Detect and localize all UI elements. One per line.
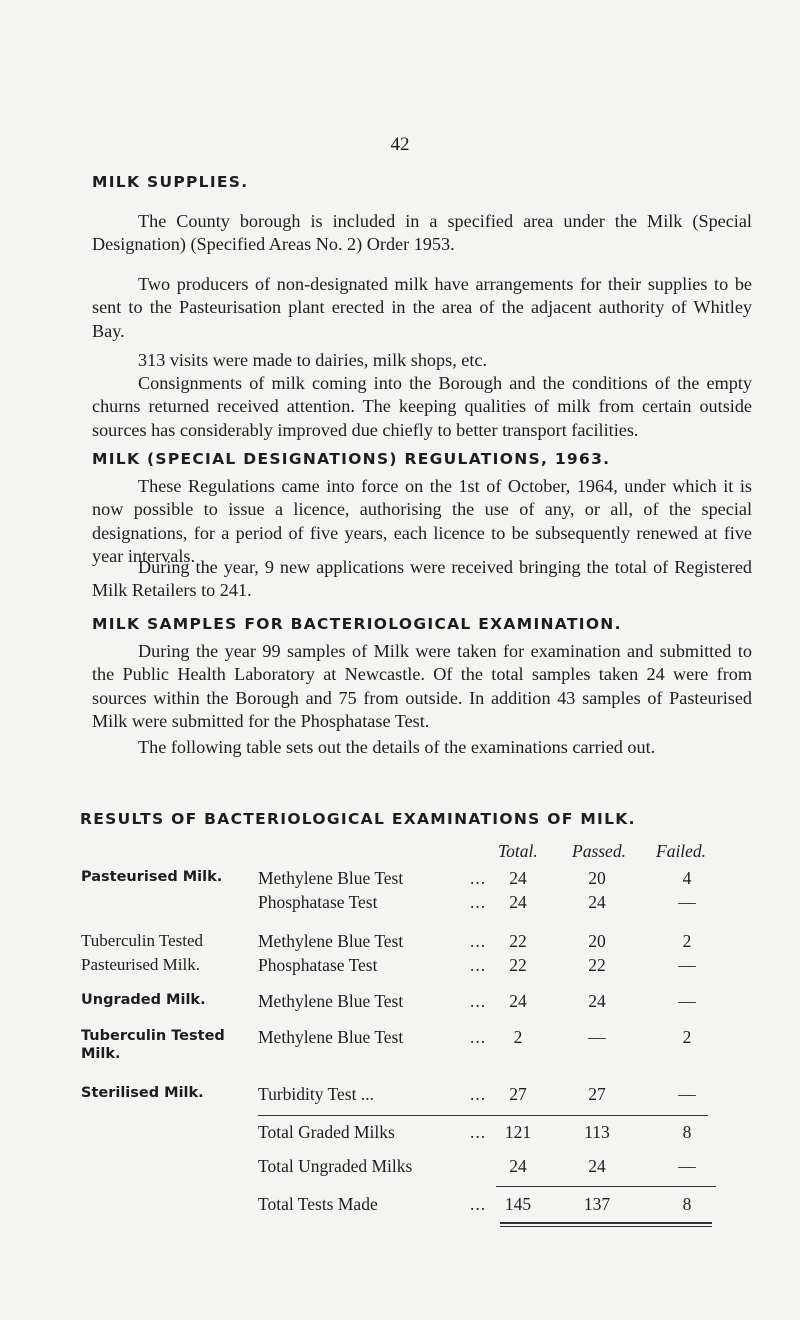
row-test: Methylene Blue Test — [258, 868, 404, 888]
totals-row — [0, 1194, 800, 1218]
row-leader-dots: ... — [470, 1122, 487, 1142]
row-passed: 27 — [588, 1084, 606, 1104]
row-passed: 24 — [588, 991, 606, 1011]
row-test: Methylene Blue Test — [258, 931, 404, 951]
samples-heading: MILK SAMPLES FOR BACTERIOLOGICAL EXAMINATION. — [92, 615, 622, 633]
row-passed: 22 — [588, 955, 606, 975]
paragraph: 313 visits were made to dairies, milk shops, etc. — [138, 350, 488, 370]
table-row — [0, 868, 800, 892]
row-total: 24 — [509, 892, 527, 912]
row-leader-dots: ... — [470, 955, 487, 975]
row-category: Tuberculin Tested — [81, 931, 204, 950]
row-total: 2 — [513, 1027, 523, 1047]
row-failed: — — [678, 892, 696, 912]
table-row — [0, 955, 800, 979]
regulations-heading: MILK (SPECIAL DESIGNATIONS) REGULATIONS, 1963. — [92, 450, 611, 468]
page-number: 42 — [390, 134, 410, 155]
row-total: 24 — [509, 868, 527, 888]
row-test: Methylene Blue Test — [258, 1027, 404, 1047]
column-header-passed: Passed. — [572, 841, 626, 861]
column-header-total: Total. — [498, 841, 538, 861]
totals-passed: 113 — [584, 1122, 610, 1142]
table-double-rule — [500, 1226, 712, 1227]
row-category: Tuberculin Tested Milk. — [81, 1028, 225, 1062]
row-total: 24 — [509, 991, 527, 1011]
paragraph: During the year 99 samples of Milk were taken for examination and submitted to the Public Health Laboratory at Newcastle. Of the total samples taken 24 were from sources within the Borough and 75 from outside. In addition 43 samples of Pasteurised Milk were submitted for the Phosphatase Test. — [92, 641, 752, 732]
row-category: Sterilised Milk. — [81, 1085, 204, 1101]
row-passed: 24 — [588, 892, 606, 912]
paragraph: The following table sets out the details of the examinations carried out. — [138, 737, 656, 757]
row-failed: 2 — [682, 1027, 692, 1047]
table-row — [0, 892, 800, 916]
row-test: Phosphatase Test — [258, 892, 378, 912]
table-divider — [258, 1115, 708, 1116]
row-category: Pasteurised Milk. — [81, 869, 223, 885]
table-row — [0, 991, 800, 1015]
totals-failed: 8 — [682, 1122, 692, 1142]
table-row — [0, 1084, 800, 1108]
row-failed: — — [678, 955, 696, 975]
paragraph: The County borough is included in a specified area under the Milk (Special Designation) (Specified Areas No. 2) Order 1953. — [92, 211, 752, 255]
row-leader-dots: ... — [470, 1084, 487, 1104]
row-test: Phosphatase Test — [258, 955, 378, 975]
row-total: 22 — [509, 955, 527, 975]
totals-total: 145 — [504, 1194, 532, 1214]
row-passed: 20 — [588, 931, 606, 951]
row-category: Ungraded Milk. — [81, 992, 206, 1008]
totals-row — [0, 1122, 800, 1146]
row-failed: 2 — [682, 931, 692, 951]
column-header-failed: Failed. — [656, 841, 707, 861]
row-passed: 20 — [588, 868, 606, 888]
totals-label: Total Ungraded Milks — [258, 1156, 413, 1176]
row-leader-dots: ... — [470, 1194, 487, 1214]
milk-supplies-heading: MILK SUPPLIES. — [92, 173, 249, 191]
paragraph: Consignments of milk coming into the Borough and the conditions of the empty churns returned received attention. The keeping qualities of milk from certain outside sources has considerably improved due chiefly to better transport facilities. — [92, 373, 752, 440]
totals-passed: 137 — [583, 1194, 611, 1214]
row-total: 27 — [509, 1084, 527, 1104]
table-double-rule — [500, 1222, 712, 1224]
row-leader-dots: ... — [470, 1027, 487, 1047]
row-passed: — — [588, 1027, 606, 1047]
paragraph: Two producers of non-designated milk have arrangements for their supplies to be sent to the Pasteurisation plant erected in the area of the adjacent authority of Whitley Bay. — [92, 274, 752, 341]
totals-row — [0, 1156, 800, 1180]
totals-label: Total Tests Made — [258, 1194, 378, 1214]
row-total: 22 — [509, 931, 527, 951]
totals-total: 24 — [509, 1156, 527, 1176]
row-failed: 4 — [682, 868, 692, 888]
row-leader-dots: ... — [470, 931, 487, 951]
totals-failed: 8 — [682, 1194, 692, 1214]
results-table-title: RESULTS OF BACTERIOLOGICAL EXAMINATIONS OF MILK. — [80, 810, 636, 828]
totals-total: 121 — [504, 1122, 532, 1142]
totals-passed: 24 — [588, 1156, 606, 1176]
row-test: Turbidity Test ... — [258, 1084, 374, 1104]
table-row — [0, 931, 800, 955]
totals-label: Total Graded Milks — [258, 1122, 395, 1142]
totals-failed: — — [678, 1156, 696, 1176]
row-category: Pasteurised Milk. — [81, 955, 200, 974]
table-row — [0, 1027, 800, 1062]
row-failed: — — [678, 991, 696, 1011]
row-leader-dots: ... — [470, 991, 487, 1011]
paragraph: During the year, 9 new applications were received bringing the total of Registered Milk Retailers to 241. — [92, 557, 752, 601]
paragraph: These Regulations came into force on the 1st of October, 1964, under which it is now possible to issue a licence, authorising the use of any, or all, of the special designations, for a period of five years, each licence to be subsequently renewed at five year intervals. — [92, 476, 752, 567]
row-test: Methylene Blue Test — [258, 991, 404, 1011]
row-leader-dots: ... — [470, 868, 487, 888]
row-leader-dots: ... — [470, 892, 487, 912]
table-divider — [496, 1186, 716, 1187]
row-failed: — — [678, 1084, 696, 1104]
